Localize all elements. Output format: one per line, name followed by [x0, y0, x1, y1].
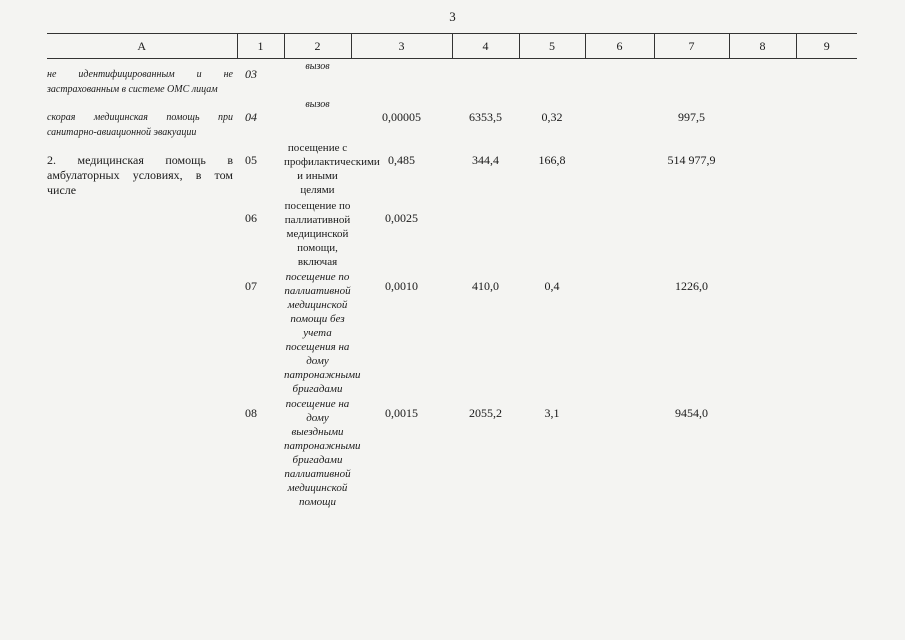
table-row [47, 269, 857, 396]
row-col-8 [729, 198, 796, 269]
row-code: 06 [245, 211, 257, 225]
row-col-3: 0,485 [388, 153, 415, 167]
row-col-3: 0,00005 [382, 110, 421, 124]
row-unit: посещение по паллиативной медицинской помощи, включая [284, 200, 351, 268]
row-col-4: 6353,5 [469, 110, 502, 124]
row-col-5 [519, 198, 585, 269]
row-description: скорая медицинская помощь при санитарно-авиационной эвакуации [47, 112, 233, 138]
row-col-9 [796, 198, 857, 269]
row-col-4: 410,0 [472, 279, 499, 293]
row-col-6 [585, 396, 654, 509]
row-col-8 [729, 59, 796, 98]
row-col-5: 0,4 [544, 279, 560, 293]
row-col-3: 0,0010 [385, 279, 418, 293]
table-row [47, 140, 857, 198]
row-col-7: 514 977,9 [667, 153, 716, 167]
row-col-9 [796, 140, 857, 198]
table-row [47, 198, 857, 269]
row-description: 2. медицинская помощь в амбулаторных условиях, в том числе [47, 153, 233, 197]
row-col-6 [585, 59, 654, 98]
header-row [47, 34, 857, 59]
header-col-5: 5 [519, 34, 585, 59]
row-col-3 [351, 59, 452, 98]
header-col-2: 2 [284, 34, 351, 59]
row-unit: посещение на дому выездными патронажными бригадами паллиативной медицинской помощи [284, 398, 361, 508]
row-description [47, 198, 237, 269]
row-unit: посещение по паллиативной медицинской помощи без учета посещения на дому патронажными бригадами [284, 271, 361, 395]
row-col-9 [796, 59, 857, 98]
row-description [47, 269, 237, 396]
row-code: 08 [245, 406, 257, 420]
table-row [47, 59, 857, 98]
row-col-4 [452, 59, 519, 98]
row-col-5 [519, 59, 585, 98]
row-col-4: 344,4 [472, 153, 499, 167]
header-col-1: 1 [237, 34, 284, 59]
row-col-6 [585, 198, 654, 269]
row-col-8 [729, 396, 796, 509]
row-col-4: 2055,2 [469, 406, 502, 420]
row-col-5: 0,32 [541, 110, 563, 124]
table-row [47, 97, 857, 140]
row-col-9 [796, 396, 857, 509]
medical-care-table [47, 33, 857, 509]
row-description: не идентифицированным и не застрахованным в системе ОМС лицам [47, 69, 233, 95]
header-col-9: 9 [796, 34, 857, 59]
row-col-6 [585, 140, 654, 198]
row-col-6 [585, 97, 654, 140]
row-unit: посещение с профилактическими и иными целями [284, 142, 380, 196]
row-col-3: 0,0025 [385, 211, 418, 225]
row-code: 03 [245, 67, 257, 81]
row-unit: вызов [305, 99, 330, 110]
row-col-3: 0,0015 [385, 406, 418, 420]
header-col-4: 4 [452, 34, 519, 59]
row-code: 07 [245, 279, 257, 293]
row-col-5: 166,8 [538, 153, 566, 167]
row-code: 05 [245, 153, 257, 167]
header-col-6: 6 [585, 34, 654, 59]
row-col-9 [796, 97, 857, 140]
table-row [47, 396, 857, 509]
row-col-7: 1226,0 [675, 279, 708, 293]
row-description [47, 396, 237, 509]
row-col-5: 3,1 [544, 406, 560, 420]
row-col-8 [729, 269, 796, 396]
header-col-a: А [47, 34, 237, 59]
row-col-4 [452, 198, 519, 269]
row-col-6 [585, 269, 654, 396]
row-col-8 [729, 97, 796, 140]
row-unit: вызов [305, 61, 330, 72]
row-col-7 [654, 198, 729, 269]
row-col-7: 997,5 [678, 110, 705, 124]
row-col-8 [729, 140, 796, 198]
header-col-7: 7 [654, 34, 729, 59]
row-col-7: 9454,0 [675, 406, 708, 420]
header-col-3: 3 [351, 34, 452, 59]
row-col-9 [796, 269, 857, 396]
row-code: 04 [245, 110, 257, 124]
page-number: 3 [449, 9, 456, 24]
row-col-7 [654, 59, 729, 98]
header-col-8: 8 [729, 34, 796, 59]
